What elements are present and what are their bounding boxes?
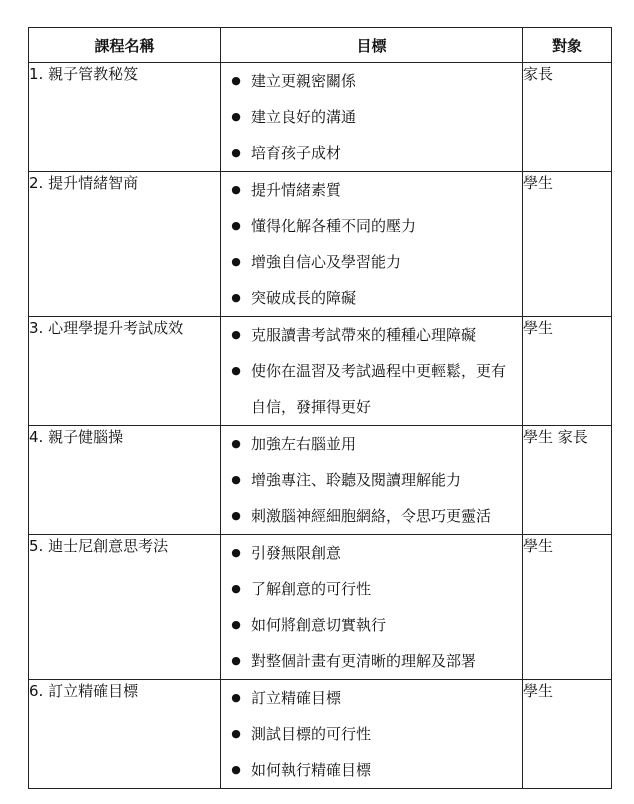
goal-item bbox=[221, 172, 522, 208]
goal-item bbox=[221, 498, 522, 534]
course-audience: 家長 bbox=[523, 63, 612, 172]
bullet-icon: ● bbox=[231, 110, 241, 123]
goal-text: 測試目標的可行性 bbox=[251, 725, 372, 743]
goal-text: 克服讀書考試帶來的種種心理障礙 bbox=[251, 326, 477, 344]
bullet-icon: ● bbox=[231, 291, 241, 304]
course-goals bbox=[221, 172, 523, 317]
goal-item bbox=[221, 535, 522, 571]
course-goals bbox=[221, 535, 523, 680]
goal-text: 刺激腦神經細胞網絡，令思巧更靈活 bbox=[251, 507, 492, 525]
table-row bbox=[29, 172, 612, 317]
header-course: 課程名稱 bbox=[29, 28, 221, 63]
course-goals bbox=[221, 63, 523, 172]
course-rows bbox=[29, 63, 612, 789]
goal-text: 增強自信心及學習能力 bbox=[251, 253, 402, 271]
bullet-icon: ● bbox=[231, 219, 241, 232]
bullet-icon: ● bbox=[231, 618, 241, 631]
bullet-icon: ● bbox=[231, 183, 241, 196]
bullet-icon: ● bbox=[231, 437, 241, 450]
bullet-icon: ● bbox=[231, 546, 241, 559]
table-row bbox=[29, 63, 612, 172]
goal-text: 突破成長的障礙 bbox=[251, 289, 357, 307]
bullet-icon: ● bbox=[231, 364, 241, 377]
goal-text: 提升情緒素質 bbox=[251, 181, 342, 199]
goal-text: 如何將創意切實執行 bbox=[251, 616, 387, 634]
course-audience: 學生 bbox=[523, 172, 612, 317]
goal-item bbox=[221, 244, 522, 280]
goal-text: 培育孩子成材 bbox=[251, 144, 342, 162]
goal-text: 加強左右腦並用 bbox=[251, 435, 357, 453]
goal-item bbox=[221, 752, 522, 788]
bullet-icon: ● bbox=[231, 146, 241, 159]
goal-item bbox=[221, 716, 522, 752]
course-audience: 學生 bbox=[523, 680, 612, 789]
goal-item bbox=[221, 680, 522, 716]
goal-item bbox=[221, 208, 522, 244]
goal-item bbox=[221, 607, 522, 643]
course-goals bbox=[221, 317, 523, 426]
course-name: 1. 親子管教秘笈 bbox=[29, 63, 221, 172]
bullet-icon: ● bbox=[231, 582, 241, 595]
goal-item bbox=[221, 426, 522, 462]
course-goals bbox=[221, 426, 523, 535]
goal-text: 懂得化解各種不同的壓力 bbox=[251, 217, 417, 235]
course-name: 5. 迪士尼創意思考法 bbox=[29, 535, 221, 680]
bullet-icon: ● bbox=[231, 255, 241, 268]
goal-item bbox=[221, 63, 522, 99]
course-name: 4. 親子健腦操 bbox=[29, 426, 221, 535]
goal-item bbox=[221, 353, 522, 425]
table-row bbox=[29, 535, 612, 680]
goal-text: 增強專注、聆聽及閱讀理解能力 bbox=[251, 471, 462, 489]
course-audience: 學生 bbox=[523, 317, 612, 426]
goal-item bbox=[221, 462, 522, 498]
bullet-icon: ● bbox=[231, 691, 241, 704]
header-row bbox=[29, 28, 612, 63]
goal-item bbox=[221, 280, 522, 316]
goal-text: 如何執行精確目標 bbox=[251, 761, 372, 779]
table-row bbox=[29, 680, 612, 789]
course-name: 6. 訂立精確目標 bbox=[29, 680, 221, 789]
goal-text: 訂立精確目標 bbox=[251, 689, 342, 707]
course-name: 3. 心理學提升考試成效 bbox=[29, 317, 221, 426]
bullet-icon: ● bbox=[231, 74, 241, 87]
course-audience: 學生 家長 bbox=[523, 426, 612, 535]
bullet-icon: ● bbox=[231, 654, 241, 667]
bullet-icon: ● bbox=[231, 509, 241, 522]
goal-text: 對整個計畫有更清晰的理解及部署 bbox=[251, 652, 477, 670]
goal-text: 引發無限創意 bbox=[251, 544, 342, 562]
goal-item bbox=[221, 317, 522, 353]
goal-item bbox=[221, 99, 522, 135]
bullet-icon: ● bbox=[231, 763, 241, 776]
header-goal: 目標 bbox=[221, 28, 523, 63]
header-audience: 對象 bbox=[523, 28, 612, 63]
goal-item bbox=[221, 643, 522, 679]
bullet-icon: ● bbox=[231, 727, 241, 740]
goal-text: 使你在温習及考試過程中更輕鬆，更有自信，發揮得更好 bbox=[251, 362, 507, 416]
table-row bbox=[29, 426, 612, 535]
course-table bbox=[28, 27, 612, 789]
bullet-icon: ● bbox=[231, 328, 241, 341]
goal-item bbox=[221, 135, 522, 171]
goal-text: 了解創意的可行性 bbox=[251, 580, 372, 598]
table-row bbox=[29, 317, 612, 426]
course-name: 2. 提升情緒智商 bbox=[29, 172, 221, 317]
course-goals bbox=[221, 680, 523, 789]
goal-item bbox=[221, 571, 522, 607]
goal-text: 建立良好的溝通 bbox=[251, 108, 357, 126]
course-audience: 學生 bbox=[523, 535, 612, 680]
goal-text: 建立更親密關係 bbox=[251, 72, 357, 90]
bullet-icon: ● bbox=[231, 473, 241, 486]
